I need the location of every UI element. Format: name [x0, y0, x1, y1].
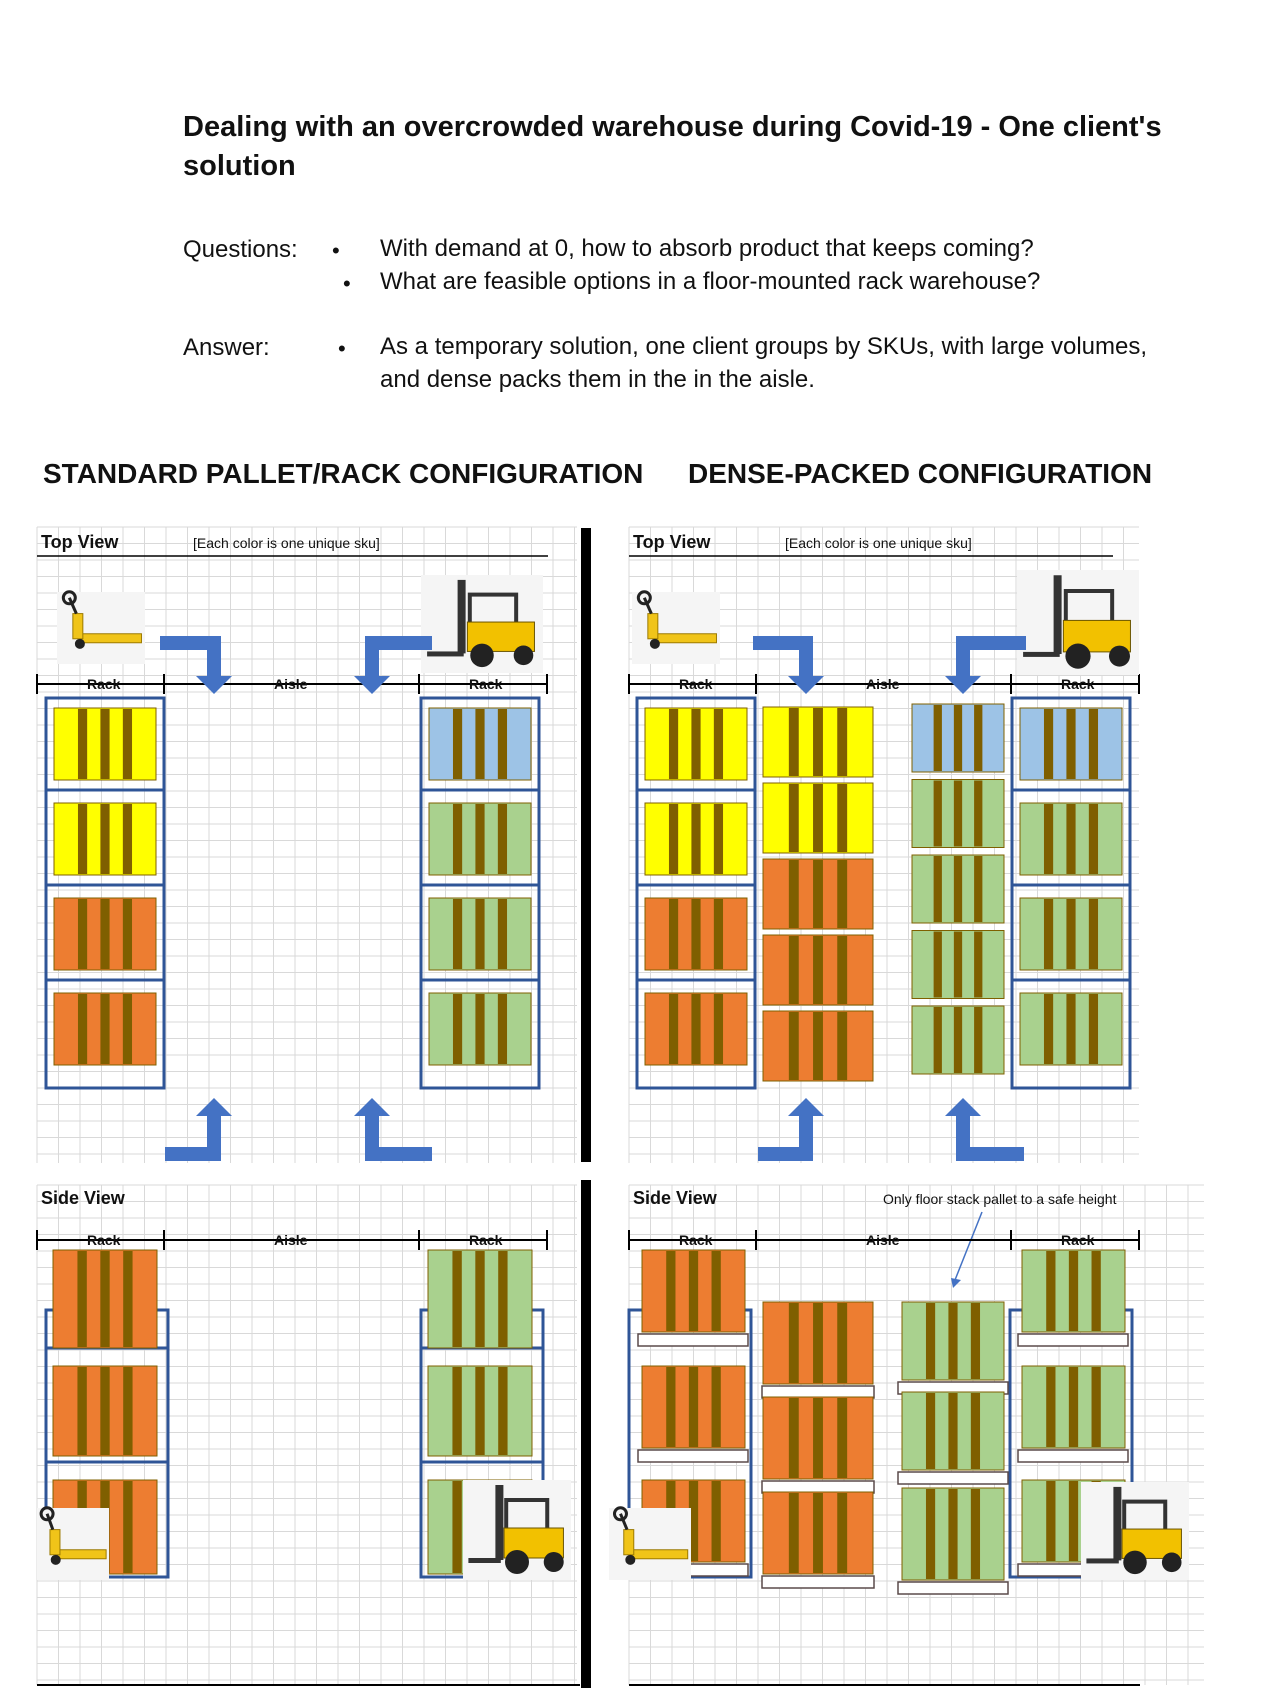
- arrow-bar: [365, 1147, 432, 1161]
- mast: [1113, 1487, 1121, 1561]
- pallet-slat: [123, 1367, 132, 1455]
- jack-wheel: [75, 639, 85, 649]
- arrow-shaft: [207, 636, 221, 678]
- forklift-icon: [421, 575, 543, 673]
- pallet-slat: [100, 804, 109, 874]
- pallet-slat: [666, 1367, 675, 1447]
- pallet-slat: [974, 705, 982, 771]
- pallet-slat: [789, 1012, 799, 1080]
- pallet-slat: [1092, 1251, 1101, 1331]
- pallet-slat: [475, 709, 484, 779]
- sku-note: [Each color is one unique sku]: [785, 535, 972, 551]
- jack-fork: [632, 1550, 688, 1559]
- rack-label: Rack: [679, 676, 713, 692]
- arrow-shaft: [956, 1114, 970, 1147]
- pallet-top-standard-right: [429, 708, 531, 780]
- pallet-slat: [100, 994, 109, 1064]
- question-bullet-1: •: [332, 238, 340, 263]
- arrow-head: [788, 1098, 824, 1116]
- pallet-slat: [453, 709, 462, 779]
- pallet-slat: [926, 1393, 935, 1469]
- pallet-slat: [1066, 804, 1075, 874]
- pallet-slat: [669, 899, 678, 969]
- pallet-slat: [100, 899, 109, 969]
- rack-label: Rack: [469, 676, 503, 692]
- jack-wheel: [51, 1555, 61, 1565]
- pallet-slat: [954, 781, 962, 847]
- floor-stack-note: Only floor stack pallet to a safe height: [883, 1191, 1117, 1207]
- pallet-slat: [1044, 804, 1053, 874]
- pallet-slat: [691, 899, 700, 969]
- pallet-aisle-dense: [763, 859, 873, 929]
- pallet-slat: [971, 1489, 980, 1579]
- pallet-slat: [1069, 1251, 1078, 1331]
- pallet-slat: [498, 804, 507, 874]
- pallet-slat: [1046, 1251, 1055, 1331]
- pallet-slat: [452, 1367, 461, 1455]
- pallet-slat: [498, 1367, 507, 1455]
- pallet-slat: [1066, 899, 1075, 969]
- pallet-slat: [475, 804, 484, 874]
- jack-fork: [657, 634, 717, 643]
- pallet-base: [762, 1481, 874, 1493]
- front-wheel: [505, 1550, 529, 1574]
- pallet-slat: [123, 994, 132, 1064]
- jack-body: [648, 614, 658, 639]
- pallet-floor-stack-orange: [763, 1492, 873, 1574]
- pallet-slat: [1066, 709, 1075, 779]
- pallet-top-dense-right: [1020, 708, 1122, 780]
- pallet-slat: [669, 994, 678, 1064]
- pallet-slat: [837, 1303, 847, 1383]
- pallet-base: [898, 1582, 1008, 1594]
- front-wheel: [1065, 644, 1090, 669]
- mast: [458, 580, 466, 654]
- note-pointer: [955, 1212, 982, 1280]
- pallet-slat: [837, 708, 847, 776]
- pallet-slat: [714, 994, 723, 1064]
- questions-label: Questions:: [183, 236, 298, 263]
- pallet-slat: [78, 994, 87, 1064]
- pallet-slat: [77, 1367, 86, 1455]
- pallet-slat: [934, 1007, 942, 1073]
- forklift-icon: [1081, 1482, 1189, 1580]
- arrow-head: [945, 1098, 981, 1116]
- pallet-floor-stack-green: [902, 1302, 1004, 1380]
- pallet-slat: [948, 1393, 957, 1469]
- pallet-slat: [453, 994, 462, 1064]
- pallet-slat: [100, 709, 109, 779]
- panel-divider-top: [581, 528, 591, 1162]
- arrow-bar: [758, 1147, 813, 1161]
- arrow-shaft: [207, 1114, 221, 1147]
- pallet-slat: [498, 899, 507, 969]
- pallet-side-dense-left: [642, 1366, 745, 1448]
- pallet-slat: [714, 804, 723, 874]
- pallet-slat: [669, 709, 678, 779]
- front-wheel: [1123, 1551, 1147, 1575]
- aisle-label: Aisle: [866, 1232, 900, 1248]
- arrow-outbound-right: [945, 1098, 1024, 1161]
- pallet-base: [762, 1386, 874, 1398]
- pallet-slat: [837, 1493, 847, 1573]
- arrow-shaft: [799, 636, 813, 678]
- standard-config-heading: STANDARD PALLET/RACK CONFIGURATION: [43, 458, 644, 489]
- pallet-slat: [789, 1493, 799, 1573]
- pallet-side-standard-right: [428, 1366, 532, 1456]
- pallet-floor-stack-green: [902, 1488, 1004, 1580]
- pallet-slat: [974, 1007, 982, 1073]
- pallet-slat: [789, 936, 799, 1004]
- pallet-aisle-dense: [912, 780, 1004, 848]
- pallet-slat: [1089, 804, 1098, 874]
- pallet-floor-stack-orange: [763, 1397, 873, 1479]
- pallet-slat: [452, 1481, 461, 1573]
- pallet-slat: [926, 1303, 935, 1379]
- pallet-slat: [813, 1398, 823, 1478]
- pallet-slat: [837, 1398, 847, 1478]
- side-view-title-dense: Side View: [633, 1188, 717, 1208]
- pallet-aisle-dense: [912, 704, 1004, 772]
- jack-wheel: [650, 639, 660, 649]
- arrow-outbound-left: [165, 1098, 232, 1161]
- pallet-slat: [691, 994, 700, 1064]
- pallet-jack-icon: [632, 592, 720, 664]
- pallet-slat: [813, 936, 823, 1004]
- pallet-slat: [1066, 994, 1075, 1064]
- pallet-slat: [689, 1251, 698, 1331]
- forklift-icon: [1017, 570, 1139, 675]
- pallet-slat: [453, 804, 462, 874]
- pallet-side-standard-left: [53, 1250, 157, 1348]
- pallet-slat: [689, 1367, 698, 1447]
- question-1: With demand at 0, how to absorb product that keeps coming?: [380, 235, 1034, 262]
- arrow-bar: [956, 1147, 1024, 1161]
- pallet-slat: [498, 1251, 507, 1347]
- pallet-slat: [712, 1367, 721, 1447]
- pallet-slat: [954, 856, 962, 922]
- question-2: What are feasible options in a floor-mounted rack warehouse?: [380, 268, 1041, 295]
- pallet-top-standard-right: [429, 898, 531, 970]
- pallet-slat: [123, 1481, 132, 1573]
- pallet-slat: [123, 804, 132, 874]
- pallet-slat: [789, 860, 799, 928]
- pallet-base: [638, 1450, 748, 1462]
- pallet-base: [1018, 1450, 1128, 1462]
- pallet-slat: [1092, 1367, 1101, 1447]
- forks: [1086, 1558, 1118, 1563]
- rear-wheel: [1109, 646, 1130, 667]
- pallet-jack-icon: [37, 1508, 109, 1580]
- pallet-jack-icon: [57, 592, 145, 664]
- pallet-slat: [123, 709, 132, 779]
- pallet-slat: [1046, 1481, 1055, 1561]
- top-view-title-standard: Top View: [41, 532, 119, 552]
- pallet-slat: [813, 1303, 823, 1383]
- pallet-slat: [837, 936, 847, 1004]
- pallet-aisle-dense: [912, 1006, 1004, 1074]
- pallet-slat: [691, 709, 700, 779]
- pallet-slat: [837, 860, 847, 928]
- arrow-inbound-right: [354, 636, 432, 694]
- arrow-inbound-right: [945, 636, 1026, 694]
- pallet-slat: [714, 709, 723, 779]
- arrow-outbound-right: [354, 1098, 432, 1161]
- mast: [1054, 575, 1062, 654]
- pallet-side-standard-left: [53, 1366, 157, 1456]
- panel-divider-bottom: [581, 1180, 591, 1688]
- pallet-top-dense-left: [645, 898, 747, 970]
- arrow-inbound-left: [160, 636, 232, 694]
- dense-config-heading: DENSE-PACKED CONFIGURATION: [688, 458, 1153, 489]
- pallet-slat: [934, 856, 942, 922]
- pallet-slat: [971, 1303, 980, 1379]
- pallet-base: [898, 1472, 1008, 1484]
- pallet-slat: [934, 781, 942, 847]
- pallet-slat: [974, 932, 982, 998]
- pallet-side-standard-right: [428, 1250, 532, 1348]
- pallet-slat: [1044, 709, 1053, 779]
- pallet-slat: [1046, 1367, 1055, 1447]
- pallet-slat: [789, 708, 799, 776]
- pallet-top-dense-left: [645, 708, 747, 780]
- pallet-slat: [498, 994, 507, 1064]
- pallet-base: [638, 1334, 748, 1346]
- pallet-slat: [1069, 1481, 1078, 1561]
- pallet-slat: [974, 781, 982, 847]
- sku-note: [Each color is one unique sku]: [193, 535, 380, 551]
- jack-body: [50, 1530, 60, 1555]
- answer-line-2: and dense packs them in the in the aisle.: [380, 366, 815, 393]
- pallet-side-dense-right: [1022, 1250, 1125, 1332]
- pallet-floor-stack-orange: [763, 1302, 873, 1384]
- arrow-shaft: [799, 1114, 813, 1147]
- pallet-top-dense-right: [1020, 898, 1122, 970]
- pallet-slat: [813, 1493, 823, 1573]
- pallet-floor-stack-green: [902, 1392, 1004, 1470]
- pallet-slat: [934, 932, 942, 998]
- pallet-slat: [123, 899, 132, 969]
- arrow-outbound-left: [758, 1098, 824, 1161]
- pallet-slat: [100, 1367, 109, 1455]
- arrow-head: [196, 1098, 232, 1116]
- pallet-base: [762, 1576, 874, 1588]
- pallet-slat: [452, 1251, 461, 1347]
- aisle-label: Aisle: [866, 676, 900, 692]
- pallet-slat: [837, 1012, 847, 1080]
- pallet-top-standard-left: [54, 803, 156, 875]
- forklift-icon: [463, 1480, 571, 1580]
- pallet-slat: [789, 784, 799, 852]
- aisle-label: Aisle: [274, 1232, 308, 1248]
- pallet-slat: [498, 709, 507, 779]
- rear-wheel: [544, 1552, 564, 1572]
- rear-wheel: [1162, 1553, 1182, 1573]
- answer-bullet: •: [338, 336, 346, 361]
- pallet-slat: [1089, 899, 1098, 969]
- pallet-slat: [78, 709, 87, 779]
- jack-fork: [57, 1550, 106, 1559]
- jack-fork: [82, 634, 142, 643]
- pallet-side-dense-right: [1022, 1366, 1125, 1448]
- pallet-slat: [666, 1251, 675, 1331]
- pallet-slat: [954, 932, 962, 998]
- pallet-slat: [714, 899, 723, 969]
- pallet-aisle-dense: [763, 935, 873, 1005]
- pallet-slat: [123, 1251, 132, 1347]
- pallet-top-standard-left: [54, 993, 156, 1065]
- pallet-slat: [475, 1251, 484, 1347]
- arrow-shaft: [365, 636, 379, 678]
- pallet-slat: [974, 856, 982, 922]
- side-view-title-standard: Side View: [41, 1188, 125, 1208]
- pallet-slat: [453, 899, 462, 969]
- page-title: Dealing with an overcrowded warehouse during Covid-19 - One client's solution: [183, 111, 1162, 182]
- pallet-slat: [926, 1489, 935, 1579]
- pallet-slat: [475, 1367, 484, 1455]
- pallet-slat: [813, 708, 823, 776]
- answer-line-1: As a temporary solution, one client groups by SKUs, with large volumes,: [380, 333, 1148, 360]
- forks: [1023, 652, 1060, 657]
- pallet-slat: [948, 1303, 957, 1379]
- pallet-top-standard-left: [54, 708, 156, 780]
- pallet-aisle-dense: [912, 931, 1004, 999]
- rack-label: Rack: [679, 1232, 713, 1248]
- pallet-slat: [475, 899, 484, 969]
- jack-body: [73, 614, 83, 639]
- pallet-slat: [813, 1012, 823, 1080]
- front-wheel: [470, 644, 494, 668]
- pallet-jack-icon: [609, 1508, 691, 1580]
- pallet-top-standard-left: [54, 898, 156, 970]
- pallet-slat: [813, 784, 823, 852]
- pallet-aisle-dense: [912, 855, 1004, 923]
- answer-label: Answer:: [183, 334, 270, 361]
- pallet-slat: [954, 705, 962, 771]
- pallet-top-dense-right: [1020, 993, 1122, 1065]
- pallet-slat: [954, 1007, 962, 1073]
- pallet-slat: [1044, 899, 1053, 969]
- pallet-slat: [1089, 994, 1098, 1064]
- pallet-slat: [813, 860, 823, 928]
- rack-label: Rack: [1061, 1232, 1095, 1248]
- pallet-slat: [78, 804, 87, 874]
- note-pointer-head: [951, 1278, 961, 1288]
- pallet-slat: [712, 1251, 721, 1331]
- question-bullet-2: •: [343, 271, 351, 296]
- pallet-top-dense-left: [645, 993, 747, 1065]
- pallet-aisle-dense: [763, 783, 873, 853]
- pallet-top-standard-right: [429, 993, 531, 1065]
- arrow-inbound-left: [753, 636, 824, 694]
- top-view-title-dense: Top View: [633, 532, 711, 552]
- jack-wheel: [625, 1555, 635, 1565]
- pallet-slat: [712, 1481, 721, 1561]
- pallet-slat: [475, 994, 484, 1064]
- pallet-slat: [789, 1398, 799, 1478]
- rack-label: Rack: [469, 1232, 503, 1248]
- arrow-bar: [165, 1147, 221, 1161]
- pallet-slat: [669, 804, 678, 874]
- pallet-aisle-dense: [763, 707, 873, 777]
- pallet-slat: [948, 1489, 957, 1579]
- pallet-slat: [971, 1393, 980, 1469]
- pallet-slat: [1044, 994, 1053, 1064]
- rack-label: Rack: [87, 1232, 121, 1248]
- pallet-slat: [789, 1303, 799, 1383]
- pallet-slat: [100, 1251, 109, 1347]
- mast: [495, 1485, 503, 1560]
- pallet-side-dense-left: [642, 1250, 745, 1332]
- pallet-slat: [1069, 1367, 1078, 1447]
- rear-wheel: [514, 646, 534, 666]
- rack-label: Rack: [1061, 676, 1095, 692]
- forks: [427, 651, 464, 656]
- forks: [468, 1558, 500, 1563]
- pallet-slat: [78, 899, 87, 969]
- pallet-aisle-dense: [763, 1011, 873, 1081]
- pallet-top-dense-right: [1020, 803, 1122, 875]
- rack-label: Rack: [87, 676, 121, 692]
- pallet-top-dense-left: [645, 803, 747, 875]
- aisle-label: Aisle: [274, 676, 308, 692]
- pallet-slat: [77, 1251, 86, 1347]
- arrow-shaft: [956, 636, 970, 678]
- pallet-slat: [691, 804, 700, 874]
- jack-body: [624, 1530, 634, 1555]
- pallet-slat: [1089, 709, 1098, 779]
- pallet-slat: [837, 784, 847, 852]
- arrow-shaft: [365, 1114, 379, 1147]
- pallet-top-standard-right: [429, 803, 531, 875]
- pallet-slat: [934, 705, 942, 771]
- pallet-base: [1018, 1334, 1128, 1346]
